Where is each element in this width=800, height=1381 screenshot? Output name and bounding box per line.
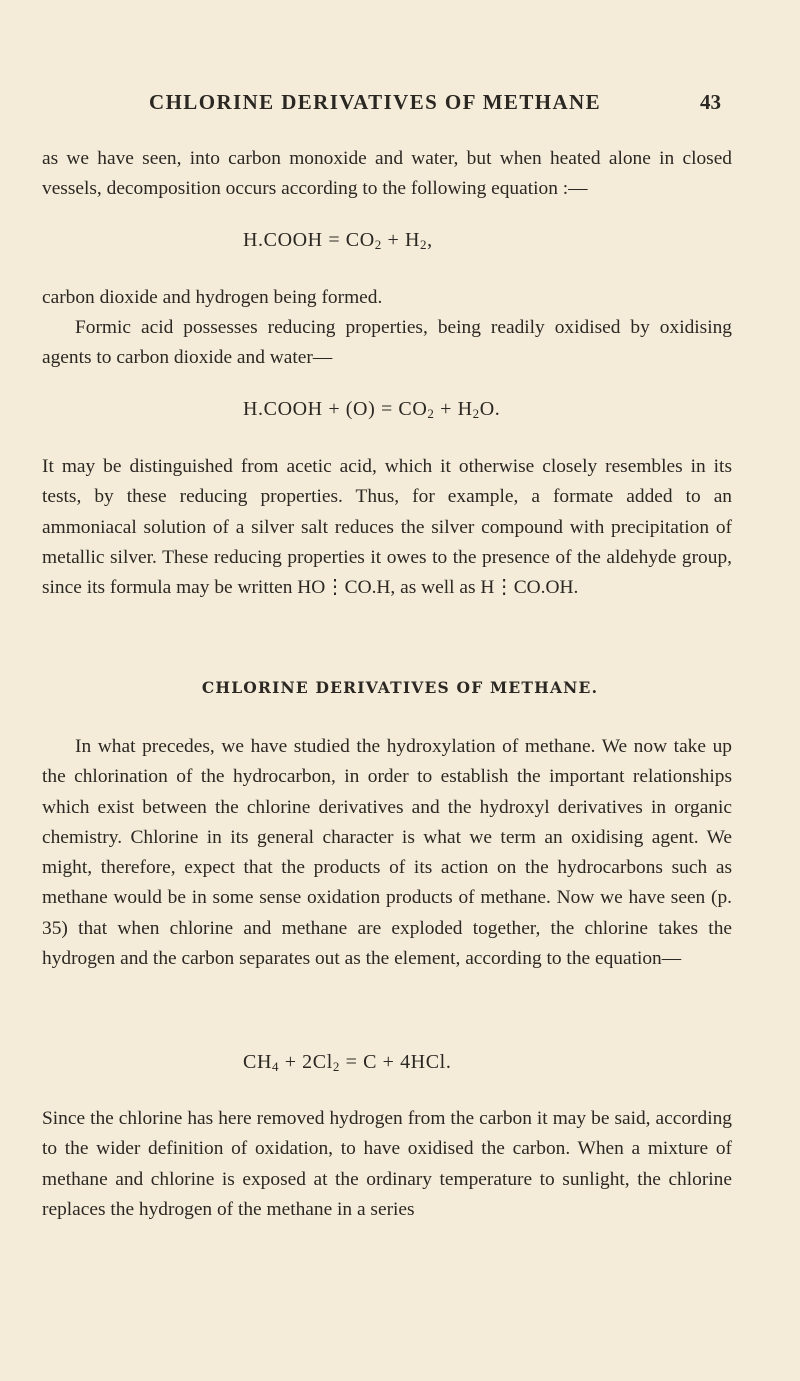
paragraph-distinguish-acetic [42, 452, 732, 603]
paragraph-text: as we have seen, into carbon monoxide and water, but when heated alone in closed vessels, decomposition occurs according to the following equation :— [42, 148, 732, 200]
paragraph-products [42, 283, 732, 313]
page-number: 43 [700, 90, 721, 114]
paragraph-oxidation-definition [42, 1104, 732, 1225]
equation-methane-chlorine: $CH_4 + 2Cl_2 = C + 4HCl$. [243, 1051, 452, 1074]
paragraph-text: Formic acid possesses reducing properties, being readily oxidised by oxidising agents to carbon dioxide and water— [42, 317, 732, 369]
paragraph-text: carbon dioxide and hydrogen being formed. [42, 287, 383, 308]
paragraph-text: Since the chlorine has here removed hydrogen from the carbon it may be said, according to the wider definition of oxidation, to have oxidised the carbon. When a mixture of methane and chlorine is exposed at the ordinary temperature to sunlight, the chlorine replaces the hydrogen of the methane in a series [42, 1108, 732, 1220]
running-head: CHLORINE DERIVATIVES OF METHANE [149, 90, 601, 114]
paragraph-reducing-properties [42, 313, 732, 374]
paragraph-chlorination [42, 732, 732, 974]
paragraph-text: In what precedes, we have studied the hydroxylation of methane. We now take up the chlorination of the hydrocarbon, in order to establish the important relationships which exist between the chlorine derivatives and the hydroxyl derivatives in organic chemistry. Chlorine in its general character is what we term an oxidising agent. We might, therefore, expect that the products of its action on the hydrocarbons such as methane would be in some sense oxidation products of methane. Now we have seen (p. 35) that when chlorine and methane are exploded together, the chlorine takes the hydrogen and the carbon separates out as the element, according to the equation— [42, 736, 732, 970]
equation-formic-oxidation: H.COOH + $(O) = CO_2 + H_2O$. [243, 398, 501, 421]
section-heading: CHLORINE DERIVATIVES OF METHANE. [201, 678, 599, 697]
equation-formic-decomposition: H.COOH = $CO_2 + H_2$, [243, 229, 433, 252]
paragraph-formic-decomposition [42, 144, 732, 205]
paragraph-text: It may be distinguished from acetic acid, which it otherwise closely resembles in its tests, by these reducing properties. Thus, for example, a formate added to an ammoniacal solution of a silver salt reduces the silver compound with precipitation of metallic silver. These reducing properties it owes to the presence of the aldehyde group, since its formula may be written HO⋮CO.H, as well as H⋮CO.OH. [42, 456, 732, 599]
